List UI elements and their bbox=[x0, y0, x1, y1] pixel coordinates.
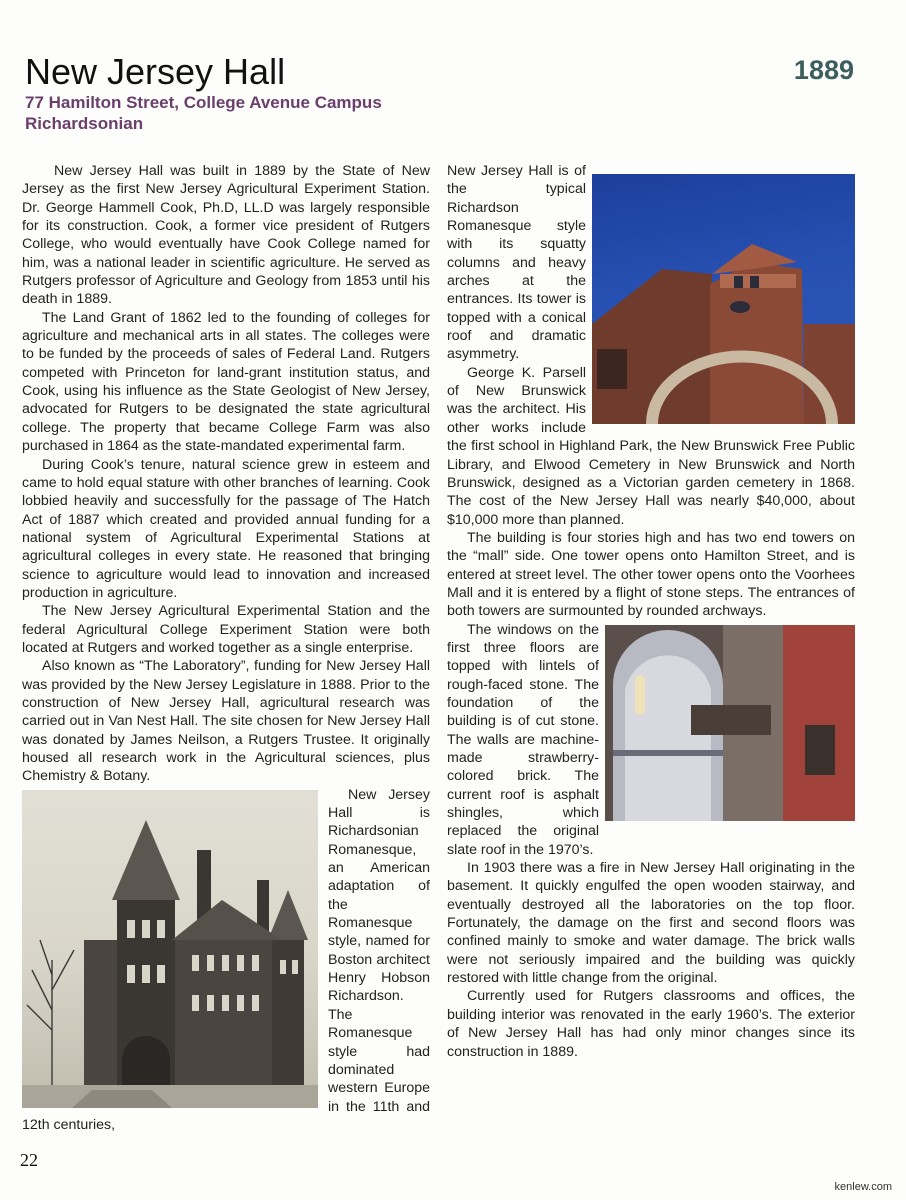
year-heading: 1889 bbox=[793, 55, 854, 85]
paragraph: New Jersey Hall is Richardsonian Romanesque, an American adaptation of the Romanesque style, named for Boston architect Henry Hobson Richardson. The Romanesque style had dominated western Europe in the 11th and 12th centuries, bbox=[22, 786, 430, 1133]
address-subtitle: 77 Hamilton Street, College Avenue Campus bbox=[25, 93, 382, 112]
paragraph: The windows on the first three floors are topped with lintels of rough-faced stone. The foundation of the building is of cut stone. The walls are machine-made strawberry-colored brick. The current roof is asphalt shingles, which replaced the original slate roof in the 1970’s. bbox=[447, 621, 599, 858]
paragraph: New Jersey Hall is of the typical Richardson Romanesque style with its squatty columns and heavy arches at the entrances. Its tower is topped with a conical roof and dramatic asymmetry. bbox=[447, 163, 586, 363]
paragraph: The building is four stories high and has two end towers on the “mall” side. One tower opens onto Hamilton Street, and is entered at street level. The other tower opens onto the Voorhees Mall and it is entered by a flight of stone steps. The entrances of both towers are surmounted by rounded archways. bbox=[447, 529, 855, 620]
credit-watermark: kenlew.com bbox=[834, 1181, 892, 1193]
architectural-style-subtitle: Richardsonian bbox=[25, 114, 144, 133]
paragraph: The New Jersey Agricultural Experimental Station and the federal Agricultural College Experiment Station were both located at Rutgers and worked together as a single enterprise. bbox=[22, 603, 430, 656]
page-number: 22 bbox=[20, 1150, 38, 1170]
arched-window-photo bbox=[605, 625, 855, 821]
tower-sky-photo bbox=[592, 174, 855, 424]
right-column bbox=[447, 162, 855, 1061]
historic-postcard-photo bbox=[22, 790, 318, 1108]
left-column bbox=[22, 162, 430, 1134]
paragraph: George K. Parsell of New Brunswick was the architect. His other works include the first school in Highland Park, the New Brunswick Free Public Library, and Elwood Cemetery in New Brunswick and North Brunswick, designed as a Victorian garden cemetery in 1868. The cost of the New Jersey Hall was nearly $40,000, about $10,000 more than planned. bbox=[447, 364, 855, 528]
paragraph: Currently used for Rutgers classrooms and offices, the building interior was renovated in the early 1960’s. The exterior of New Jersey Hall has had only minor changes since its construction in 1889. bbox=[447, 988, 855, 1060]
paragraph: New Jersey Hall was built in 1889 by the State of New Jersey as the first New Jersey Agricultural Experiment Station. Dr. George Hammell Cook, Ph.D, LL.D was largely responsible for its construction. Cook, a former vice president of Rutgers College, who would eventually have Cook College named for him, was a national leader in scientific agriculture. He served as Rutgers professor of Agriculture and Geology from 1853 until his death in 1889. bbox=[22, 163, 430, 308]
paragraph: During Cook’s tenure, natural science grew in esteem and came to hold equal stature with other branches of learning. Cook lobbied heavily and successfully for the passage of The Hatch Act of 1887 which created and provided annual funding for a national system of Agricultural Experimental Stations at agricultural colleges in every state. He reasoned that bringing science to agriculture would lead to innovation and increased production in agriculture. bbox=[22, 456, 430, 601]
paragraph: Also known as “The Laboratory”, funding for New Jersey Hall was provided by the New Jersey Legislature in 1888. Prior to the construction of New Jersey Hall, agricultural research was carried out in Van Nest Hall. The site chosen for New Jersey Hall was donated by James Neilson, a Rutgers Trustee. It originally housed all research work in the Agricultural sciences, plus Chemistry & Botany. bbox=[22, 658, 430, 785]
paragraph: The Land Grant of 1862 led to the founding of colleges for agriculture and mechanical arts in all states. The colleges were to be funded by the proceeds of sales of Federal Land. Rutgers competed with Princeton for land-grant institution status, and Cook, using his influence as the State Geologist of New Jersey, advocated for Rutgers to be designated the state agricultural college. The property that became College Farm was also purchased in 1864 as the state-mandated experimental farm. bbox=[22, 309, 430, 455]
page-title: New Jersey Hall bbox=[25, 51, 286, 92]
paragraph: In 1903 there was a fire in New Jersey Hall originating in the basement. It quickly engulfed the open wooden stairway, and eventually destroyed all the laboratories on the top floor. Fortunately, the damage on the first and second floors was confined mainly to smoke and water damage. The brick walls were not seriously impaired and the building was quickly restored with little change from the original. bbox=[447, 860, 855, 987]
